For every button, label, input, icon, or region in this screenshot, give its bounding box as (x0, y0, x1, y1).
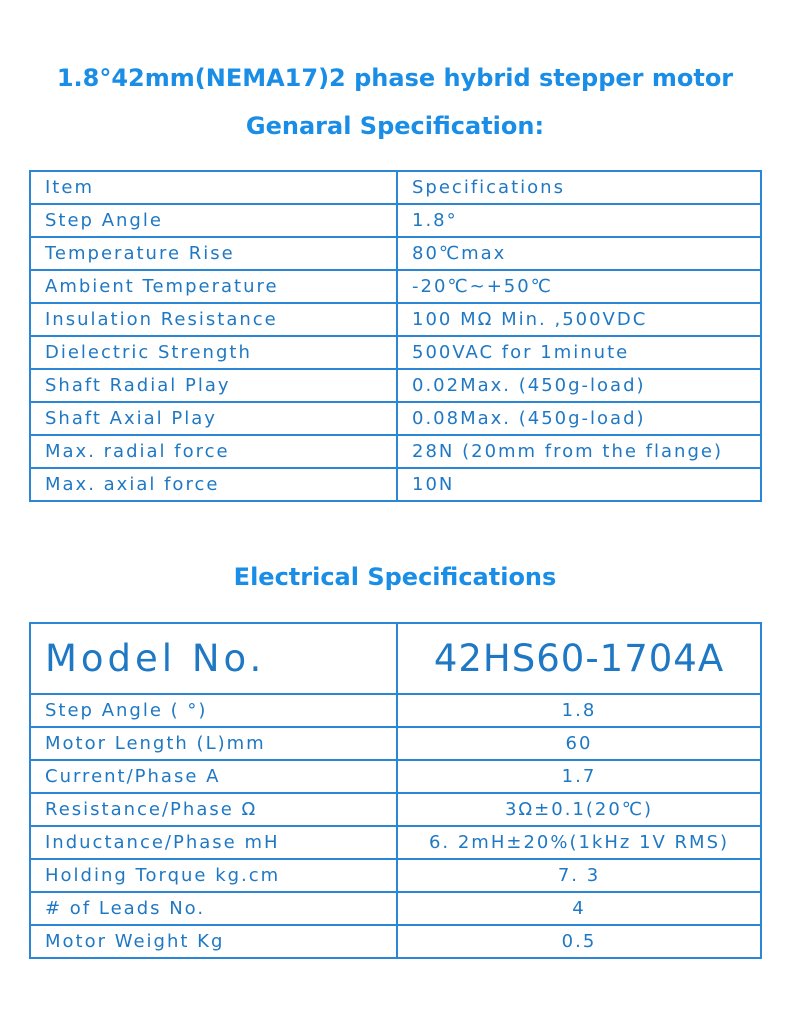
table-row (30, 303, 761, 336)
spec-value: 1.8 (397, 694, 761, 727)
spec-value: 10N (397, 468, 761, 501)
page-title: 1.8°42mm(NEMA17)2 phase hybrid stepper motor (56, 64, 734, 92)
electrical-spec-table (29, 622, 762, 959)
spec-value: 60 (397, 727, 761, 760)
spec-value: 6. 2mH±20%(1kHz 1V RMS) (397, 826, 761, 859)
table-row (30, 270, 761, 303)
spec-value: 28N (20mm from the flange) (397, 435, 761, 468)
general-spec-heading: Genaral Specification: (245, 112, 545, 140)
table-row (30, 727, 761, 760)
spec-item: Shaft Axial Play (30, 402, 397, 435)
table-row (30, 237, 761, 270)
spec-item: Motor Length (L)mm (30, 727, 397, 760)
spec-item: # of Leads No. (30, 892, 397, 925)
model-label: Model No. (30, 623, 397, 694)
spec-value: 0.08Max. (450g-load) (397, 402, 761, 435)
table-row (30, 435, 761, 468)
spec-item: Shaft Radial Play (30, 369, 397, 402)
column-header-item: Item (30, 171, 397, 204)
spec-value: 0.02Max. (450g-load) (397, 369, 761, 402)
spec-item: Dielectric Strength (30, 336, 397, 369)
spec-value: 3Ω±0.1(20℃) (397, 793, 761, 826)
spec-item: Max. axial force (30, 468, 397, 501)
table-row (30, 760, 761, 793)
model-row (30, 623, 761, 694)
spec-value: 100 MΩ Min. ,500VDC (397, 303, 761, 336)
spec-value: 80℃max (397, 237, 761, 270)
spec-item: Step Angle ( °) (30, 694, 397, 727)
spec-item: Inductance/Phase mH (30, 826, 397, 859)
electrical-spec-heading: Electrical Specifications (233, 563, 557, 591)
table-row (30, 402, 761, 435)
table-row (30, 336, 761, 369)
spec-value: -20℃~+50℃ (397, 270, 761, 303)
spec-value: 500VAC for 1minute (397, 336, 761, 369)
table-header-row (30, 171, 761, 204)
spec-value: 1.8° (397, 204, 761, 237)
table-row (30, 826, 761, 859)
general-spec-table (29, 170, 762, 502)
column-header-specifications: Specifications (397, 171, 761, 204)
table-row (30, 892, 761, 925)
spec-item: Step Angle (30, 204, 397, 237)
table-row (30, 925, 761, 958)
spec-value: 0.5 (397, 925, 761, 958)
spec-item: Temperature Rise (30, 237, 397, 270)
table-row (30, 793, 761, 826)
spec-value: 1.7 (397, 760, 761, 793)
table-row (30, 204, 761, 237)
table-row (30, 694, 761, 727)
spec-item: Max. radial force (30, 435, 397, 468)
spec-item: Resistance/Phase Ω (30, 793, 397, 826)
table-row (30, 859, 761, 892)
table-row (30, 369, 761, 402)
spec-value: 4 (397, 892, 761, 925)
spec-item: Motor Weight Kg (30, 925, 397, 958)
model-value: 42HS60-1704A (397, 623, 761, 694)
spec-item: Ambient Temperature (30, 270, 397, 303)
spec-value: 7. 3 (397, 859, 761, 892)
spec-item: Insulation Resistance (30, 303, 397, 336)
spec-item: Holding Torque kg.cm (30, 859, 397, 892)
table-row (30, 468, 761, 501)
spec-item: Current/Phase A (30, 760, 397, 793)
